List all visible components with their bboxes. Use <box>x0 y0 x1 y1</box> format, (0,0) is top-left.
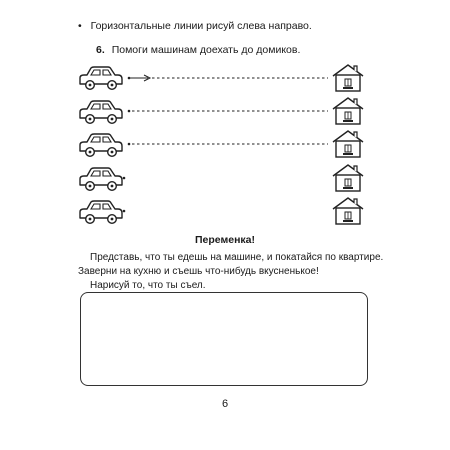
break-paragraph-line-2: Заверни на кухню и съешь что-нибудь вкусненькое! <box>78 266 319 277</box>
house-icon <box>333 198 363 224</box>
start-dot <box>128 110 131 113</box>
house-icon <box>333 131 363 157</box>
house-icon <box>333 65 363 91</box>
house-icon <box>333 165 363 191</box>
drawing-area[interactable] <box>80 292 368 386</box>
row-2 <box>80 98 363 124</box>
start-dot <box>123 210 126 213</box>
start-dot <box>123 177 126 180</box>
bullet: • <box>78 20 82 32</box>
car-icon <box>80 101 122 123</box>
break-paragraph-line-1: Представь, что ты едешь на машине, и покатайся по квартире. <box>90 252 384 263</box>
page-number: 6 <box>221 398 229 410</box>
row-1 <box>80 65 363 91</box>
house-icon <box>333 98 363 124</box>
task-number: 6. <box>96 44 105 56</box>
row-5 <box>80 198 363 224</box>
car-icon <box>80 168 122 190</box>
task-text: Помоги машинам доехать до домиков. <box>111 44 301 56</box>
row-4 <box>80 165 363 191</box>
break-paragraph-line-3: Нарисуй то, что ты съел. <box>90 280 206 291</box>
car-icon <box>80 201 122 223</box>
instruction-text: Горизонтальные линии рисуй слева направо. <box>90 20 312 32</box>
start-dot <box>128 143 131 146</box>
car-icon <box>80 67 122 89</box>
break-heading: Переменка! <box>194 234 256 246</box>
row-3 <box>80 131 363 157</box>
car-icon <box>80 134 122 156</box>
